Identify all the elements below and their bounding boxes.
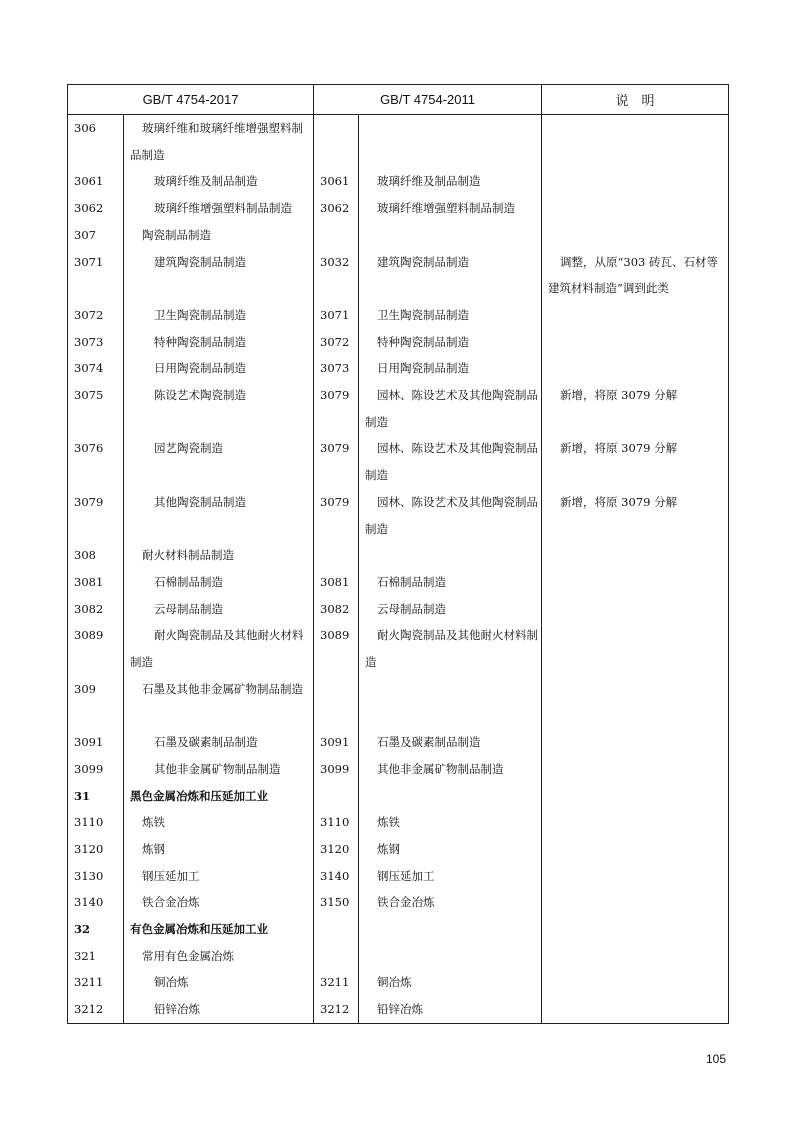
code-2017: 3075	[68, 382, 124, 435]
name-2017: 常用有色金属冶炼	[124, 943, 314, 970]
table-row	[68, 195, 729, 222]
code-2011: 3082	[314, 596, 359, 623]
classification-table	[67, 84, 729, 1024]
code-2017: 308	[68, 542, 124, 569]
page-number: 105	[706, 1052, 727, 1066]
code-2011: 3071	[314, 302, 359, 329]
note	[542, 168, 729, 195]
table-row	[68, 489, 729, 542]
name-2011: 耐火陶瓷制品及其他耐火材料制造	[359, 622, 542, 675]
name-2017: 特种陶瓷制品制造	[124, 329, 314, 356]
name-2011: 玻璃纤维及制品制造	[359, 168, 542, 195]
name-2011: 炼钢	[359, 836, 542, 863]
code-2017: 3120	[68, 836, 124, 863]
name-2017: 玻璃纤维和玻璃纤维增强塑料制品制造	[124, 115, 314, 169]
note	[542, 756, 729, 783]
name-2017: 卫生陶瓷制品制造	[124, 302, 314, 329]
code-2017: 3089	[68, 622, 124, 675]
table-row	[68, 569, 729, 596]
code-2011	[314, 115, 359, 169]
note: 调整，从原“303 砖瓦、石材等建筑材料制造”调到此类	[542, 249, 729, 302]
note	[542, 222, 729, 249]
name-2017: 有色金属冶炼和压延加工业	[124, 916, 314, 943]
note	[542, 729, 729, 756]
note	[542, 302, 729, 329]
code-2017: 3071	[68, 249, 124, 302]
code-2011: 3211	[314, 969, 359, 996]
name-2017: 陶瓷制品制造	[124, 222, 314, 249]
name-2011	[359, 222, 542, 249]
name-2017: 建筑陶瓷制品制造	[124, 249, 314, 302]
code-2017: 3130	[68, 863, 124, 890]
note	[542, 996, 729, 1023]
table-row	[68, 863, 729, 890]
code-2017: 306	[68, 115, 124, 169]
name-2011: 园林、陈设艺术及其他陶瓷制品制造	[359, 489, 542, 542]
note: 新增，将原 3079 分解	[542, 489, 729, 542]
code-2017: 307	[68, 222, 124, 249]
name-2011	[359, 916, 542, 943]
note	[542, 943, 729, 970]
note	[542, 783, 729, 810]
name-2017: 石墨及其他非金属矿物制品制造	[124, 676, 314, 729]
name-2011: 日用陶瓷制品制造	[359, 355, 542, 382]
code-2011	[314, 542, 359, 569]
code-2017: 3082	[68, 596, 124, 623]
table-row	[68, 729, 729, 756]
table-row	[68, 302, 729, 329]
name-2011	[359, 542, 542, 569]
name-2017: 炼钢	[124, 836, 314, 863]
code-2017: 3081	[68, 569, 124, 596]
name-2017: 陈设艺术陶瓷制造	[124, 382, 314, 435]
code-2017: 309	[68, 676, 124, 729]
code-2011	[314, 676, 359, 729]
code-2017: 3212	[68, 996, 124, 1023]
code-2017: 3072	[68, 302, 124, 329]
table-row	[68, 542, 729, 569]
name-2017: 铅锌冶炼	[124, 996, 314, 1023]
name-2017: 耐火材料制品制造	[124, 542, 314, 569]
code-2017: 3079	[68, 489, 124, 542]
table-row	[68, 996, 729, 1023]
name-2011: 其他非金属矿物制品制造	[359, 756, 542, 783]
name-2011	[359, 943, 542, 970]
note	[542, 569, 729, 596]
note	[542, 836, 729, 863]
header-gb2017: GB/T 4754-2017	[68, 85, 314, 115]
name-2011: 园林、陈设艺术及其他陶瓷制品制造	[359, 382, 542, 435]
name-2011: 特种陶瓷制品制造	[359, 329, 542, 356]
code-2017: 3076	[68, 435, 124, 488]
note	[542, 809, 729, 836]
note	[542, 969, 729, 996]
code-2017: 3073	[68, 329, 124, 356]
note	[542, 889, 729, 916]
table-row	[68, 622, 729, 675]
code-2017: 3140	[68, 889, 124, 916]
note	[542, 355, 729, 382]
name-2017: 耐火陶瓷制品及其他耐火材料制造	[124, 622, 314, 675]
code-2011: 3061	[314, 168, 359, 195]
name-2017: 炼铁	[124, 809, 314, 836]
note	[542, 542, 729, 569]
code-2011: 3120	[314, 836, 359, 863]
code-2017: 3061	[68, 168, 124, 195]
name-2011: 云母制品制造	[359, 596, 542, 623]
code-2011: 3062	[314, 195, 359, 222]
table-row	[68, 329, 729, 356]
table-row	[68, 783, 729, 810]
code-2011	[314, 222, 359, 249]
code-2017: 32	[68, 916, 124, 943]
code-2011	[314, 783, 359, 810]
code-2011: 3079	[314, 382, 359, 435]
code-2011: 3081	[314, 569, 359, 596]
note	[542, 115, 729, 169]
note: 新增，将原 3079 分解	[542, 435, 729, 488]
name-2017: 园艺陶瓷制造	[124, 435, 314, 488]
name-2017: 玻璃纤维增强塑料制品制造	[124, 195, 314, 222]
name-2011: 卫生陶瓷制品制造	[359, 302, 542, 329]
name-2017: 铜冶炼	[124, 969, 314, 996]
code-2017: 3091	[68, 729, 124, 756]
code-2017: 3099	[68, 756, 124, 783]
code-2011: 3140	[314, 863, 359, 890]
code-2011	[314, 916, 359, 943]
table-header-row	[68, 85, 729, 115]
table-row	[68, 596, 729, 623]
name-2017: 黑色金属冶炼和压延加工业	[124, 783, 314, 810]
name-2017: 铁合金冶炼	[124, 889, 314, 916]
name-2011: 炼铁	[359, 809, 542, 836]
table-row	[68, 115, 729, 169]
name-2017: 石墨及碳素制品制造	[124, 729, 314, 756]
table-row	[68, 889, 729, 916]
name-2017: 其他陶瓷制品制造	[124, 489, 314, 542]
table-row	[68, 916, 729, 943]
name-2011	[359, 115, 542, 169]
code-2017: 31	[68, 783, 124, 810]
header-note: 说 明	[542, 85, 729, 115]
code-2017: 3062	[68, 195, 124, 222]
note	[542, 676, 729, 729]
name-2011: 铁合金冶炼	[359, 889, 542, 916]
name-2011: 石棉制品制造	[359, 569, 542, 596]
name-2017: 日用陶瓷制品制造	[124, 355, 314, 382]
code-2011: 3072	[314, 329, 359, 356]
note: 新增，将原 3079 分解	[542, 382, 729, 435]
code-2011: 3032	[314, 249, 359, 302]
code-2011: 3079	[314, 489, 359, 542]
table-row	[68, 355, 729, 382]
code-2011: 3212	[314, 996, 359, 1023]
name-2011: 园林、陈设艺术及其他陶瓷制品制造	[359, 435, 542, 488]
code-2017: 3110	[68, 809, 124, 836]
code-2011: 3073	[314, 355, 359, 382]
code-2017: 3074	[68, 355, 124, 382]
table-row	[68, 809, 729, 836]
code-2017: 321	[68, 943, 124, 970]
table-row	[68, 435, 729, 488]
name-2011	[359, 783, 542, 810]
name-2017: 玻璃纤维及制品制造	[124, 168, 314, 195]
note	[542, 916, 729, 943]
table-row	[68, 943, 729, 970]
table-row	[68, 249, 729, 302]
name-2011: 建筑陶瓷制品制造	[359, 249, 542, 302]
name-2017: 石棉制品制造	[124, 569, 314, 596]
header-gb2011: GB/T 4754-2011	[314, 85, 542, 115]
note	[542, 329, 729, 356]
code-2011: 3089	[314, 622, 359, 675]
table-row	[68, 756, 729, 783]
name-2011: 铜冶炼	[359, 969, 542, 996]
note	[542, 596, 729, 623]
name-2017: 其他非金属矿物制品制造	[124, 756, 314, 783]
name-2011	[359, 676, 542, 729]
code-2011: 3091	[314, 729, 359, 756]
name-2011: 玻璃纤维增强塑料制品制造	[359, 195, 542, 222]
name-2011: 铅锌冶炼	[359, 996, 542, 1023]
code-2011: 3150	[314, 889, 359, 916]
table-row	[68, 222, 729, 249]
table-body	[68, 115, 729, 1024]
table-row	[68, 676, 729, 729]
code-2011: 3079	[314, 435, 359, 488]
note	[542, 863, 729, 890]
code-2017: 3211	[68, 969, 124, 996]
code-2011	[314, 943, 359, 970]
name-2011: 钢压延加工	[359, 863, 542, 890]
table-row	[68, 382, 729, 435]
table-row	[68, 168, 729, 195]
name-2017: 钢压延加工	[124, 863, 314, 890]
note	[542, 622, 729, 675]
note	[542, 195, 729, 222]
table-row	[68, 969, 729, 996]
name-2017: 云母制品制造	[124, 596, 314, 623]
name-2011: 石墨及碳素制品制造	[359, 729, 542, 756]
table-row	[68, 836, 729, 863]
code-2011: 3099	[314, 756, 359, 783]
code-2011: 3110	[314, 809, 359, 836]
